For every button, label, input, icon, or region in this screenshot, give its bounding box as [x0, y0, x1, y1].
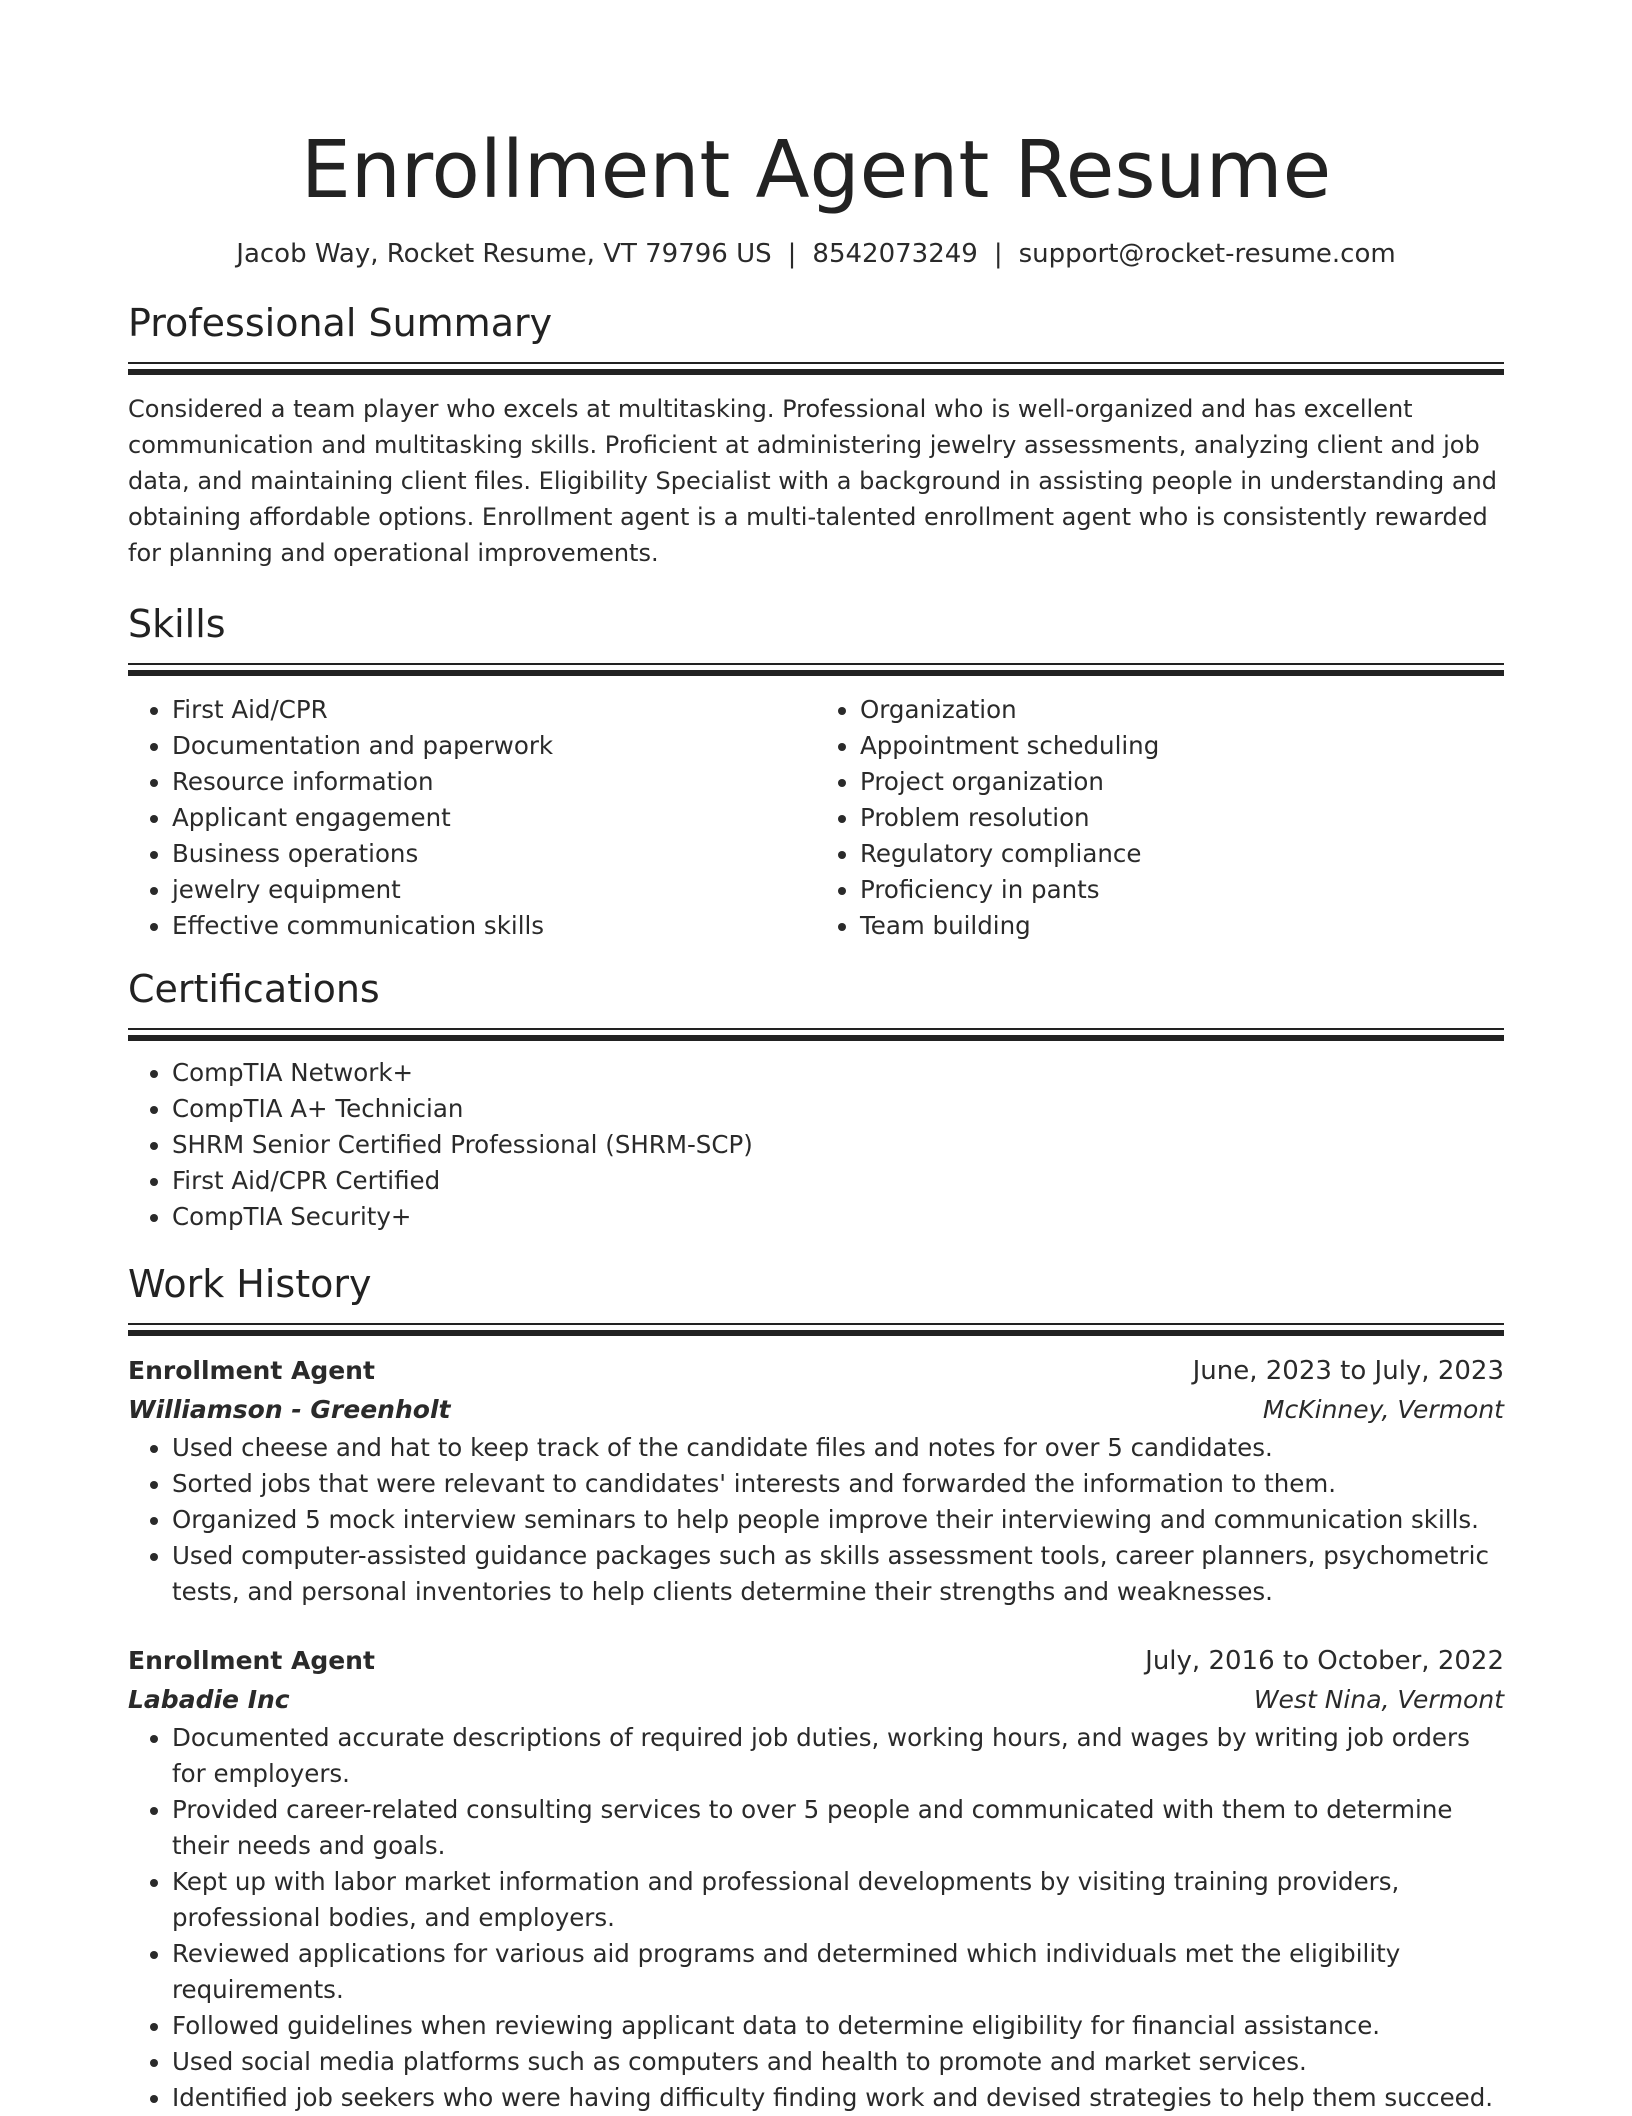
job-header-row [128, 1352, 1504, 1390]
section-divider [128, 362, 1504, 375]
job-duty-item: • Reviewed applications for various aid programs and determined which individuals met the eligibility requirements. [172, 1936, 1504, 2008]
job-duty-item: • Sorted jobs that were relevant to candidates' interests and forwarded the information to them. [172, 1466, 1504, 1502]
certification-item: • First Aid/CPR Certified [172, 1163, 1504, 1199]
job-company-row [128, 1680, 1504, 1720]
job-company: Labadie Inc [128, 1685, 290, 1714]
work-history-section [128, 1259, 1504, 2116]
skill-item: • Resource information [172, 764, 816, 800]
skills-list-left [128, 692, 816, 944]
job-dates: June, 2023 to July, 2023 [1192, 1356, 1504, 1386]
job-location: McKinney, Vermont [1262, 1395, 1504, 1424]
job-entry [128, 1642, 1504, 2116]
contact-address: Jacob Way, Rocket Resume, VT 79796 US [236, 239, 772, 269]
summary-section [128, 298, 1504, 571]
job-duties-list [128, 1720, 1504, 2116]
job-duty-item: • Followed guidelines when reviewing applicant data to determine eligibility for financial assistance. [172, 2008, 1504, 2044]
job-location: West Nina, Vermont [1253, 1685, 1504, 1714]
contact-email: support@rocket-resume.com [1018, 239, 1396, 269]
job-dates: July, 2016 to October, 2022 [1145, 1646, 1504, 1676]
certification-item: • CompTIA Network+ [172, 1055, 1504, 1091]
skill-item: • First Aid/CPR [172, 692, 816, 728]
skill-item: • Regulatory compliance [860, 836, 1504, 872]
job-title: Enrollment Agent [128, 1646, 375, 1675]
skill-item: • jewelry equipment [172, 872, 816, 908]
section-heading-certifications: Certifications [128, 967, 380, 1011]
job-duty-item: • Identified job seekers who were having difficulty finding work and devised strategies to help them succeed. [172, 2080, 1504, 2116]
job-duties-list [128, 1430, 1504, 1610]
job-duty-item: • Documented accurate descriptions of required job duties, working hours, and wages by writing job orders for employers. [172, 1720, 1504, 1792]
certification-item: • CompTIA Security+ [172, 1199, 1504, 1235]
job-list [128, 1352, 1504, 2116]
contact-line [128, 236, 1504, 272]
job-entry [128, 1352, 1504, 1610]
skill-item: • Proficiency in pants [860, 872, 1504, 908]
skills-section [128, 599, 1504, 944]
section-divider [128, 663, 1504, 676]
job-duty-item: • Provided career-related consulting services to over 5 people and communicated with them to determine their needs and goals. [172, 1792, 1504, 1864]
job-title: Enrollment Agent [128, 1356, 375, 1385]
skill-item: • Problem resolution [860, 800, 1504, 836]
job-duty-item: • Used cheese and hat to keep track of the candidate files and notes for over 5 candidates. [172, 1430, 1504, 1466]
resume-page [128, 0, 1504, 2116]
job-company-row [128, 1390, 1504, 1430]
skills-list-right [816, 692, 1504, 944]
skill-item: • Applicant engagement [172, 800, 816, 836]
section-heading-skills: Skills [128, 602, 226, 646]
job-duty-item: • Used social media platforms such as computers and health to promote and market services. [172, 2044, 1504, 2080]
job-duty-item: • Kept up with labor market information and professional developments by visiting training providers, professional bodies, and employers. [172, 1864, 1504, 1936]
certification-item: • CompTIA A+ Technician [172, 1091, 1504, 1127]
certifications-section [128, 964, 1504, 1235]
section-heading-summary: Professional Summary [128, 301, 553, 345]
skill-item: • Effective communication skills [172, 908, 816, 944]
skill-item: • Team building [860, 908, 1504, 944]
job-duty-item: • Used computer-assisted guidance packages such as skills assessment tools, career planners, psychometric tests, and personal inventories to help clients determine their strengths and weaknesses. [172, 1538, 1504, 1610]
skill-item: • Documentation and paperwork [172, 728, 816, 764]
job-company: Williamson - Greenholt [128, 1395, 451, 1424]
job-duty-item: • Organized 5 mock interview seminars to help people improve their interviewing and communication skills. [172, 1502, 1504, 1538]
skills-columns [128, 692, 1504, 944]
section-heading-work-history: Work History [128, 1262, 372, 1306]
certifications-list [128, 1055, 1504, 1235]
job-header-row [128, 1642, 1504, 1680]
section-divider [128, 1323, 1504, 1336]
certification-item: • SHRM Senior Certified Professional (SHRM-SCP) [172, 1127, 1504, 1163]
contact-separator: | [993, 239, 1003, 269]
skill-item: • Organization [860, 692, 1504, 728]
skill-item: • Appointment scheduling [860, 728, 1504, 764]
summary-text: Considered a team player who excels at multitasking. Professional who is well-organized and has excellent communication and multitasking skills. Proficient at administering jewelry assessments, analyzing client and job data, and maintaining client files. Eligibility Specialist with a background in assisting people in understanding and obtaining affordable options. Enrollment agent is a multi-talented enrollment agent who is consistently rewarded for planning and operational improvements. [128, 395, 1497, 567]
contact-separator: | [787, 239, 797, 269]
skill-item: • Project organization [860, 764, 1504, 800]
contact-phone: 8542073249 [812, 239, 978, 269]
resume-title: Enrollment Agent Resume [300, 124, 1332, 216]
section-divider [128, 1028, 1504, 1041]
skill-item: • Business operations [172, 836, 816, 872]
